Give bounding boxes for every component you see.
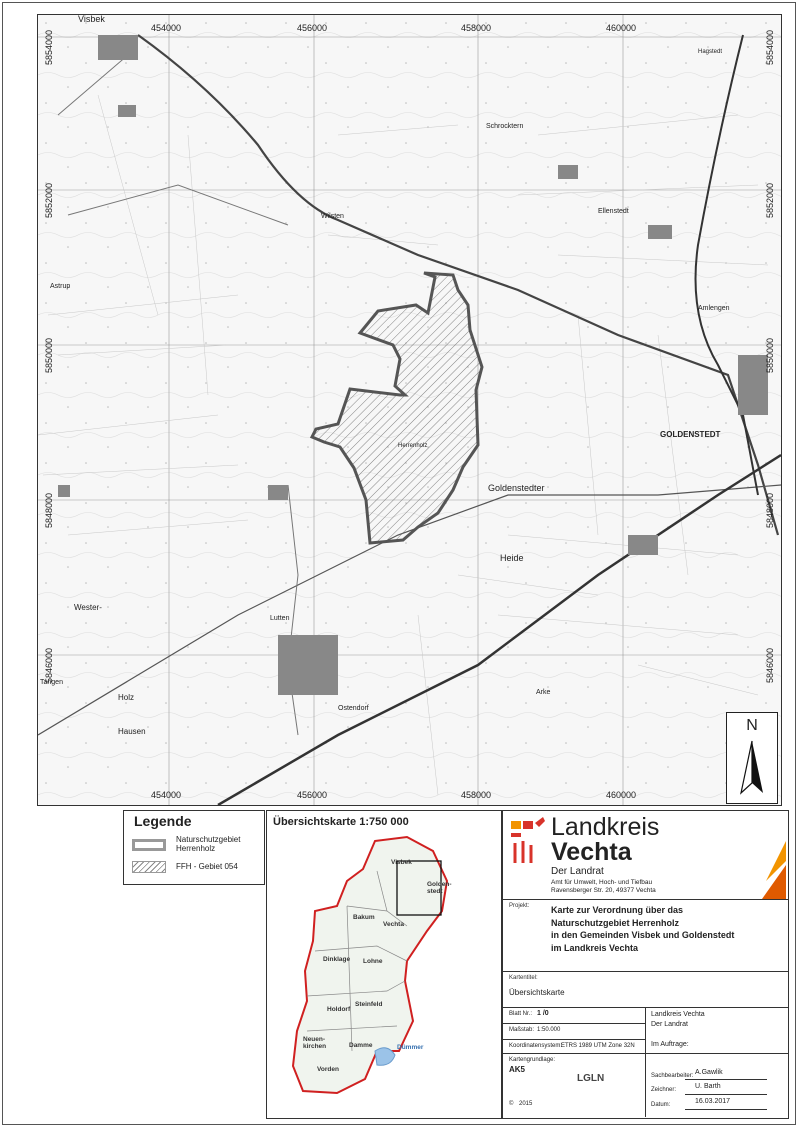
- overview-place: Vechta: [383, 921, 404, 928]
- grid-label-bottom: 460000: [606, 790, 637, 800]
- place-label: Heide: [500, 553, 524, 563]
- divider: [503, 1053, 645, 1054]
- map-drawing: [38, 15, 781, 805]
- org-address: [551, 879, 656, 895]
- org-name-line2: Vechta: [551, 838, 632, 866]
- grid-label-top: 458000: [461, 23, 492, 33]
- org-name-line1: Landkreis: [551, 813, 660, 841]
- place-label: Goldenstedter: [488, 483, 545, 493]
- grid-label-top: 454000: [151, 23, 182, 33]
- overview-place: Lohne: [363, 958, 383, 965]
- kartentitel-label: Kartentitel:: [509, 975, 538, 981]
- overview-place: Visbek: [391, 859, 412, 866]
- grundlage-value: AK5: [509, 1065, 526, 1074]
- koord-value: ETRS 1989 UTM Zone 32N: [561, 1043, 635, 1049]
- org-subtitle: Der Landrat: [551, 866, 604, 877]
- grid-label-right: 5848000: [765, 492, 775, 528]
- blatt-value: 1 /0: [537, 1010, 549, 1017]
- topographic-map[interactable]: [37, 14, 782, 806]
- grid-label-left: 5850000: [44, 337, 54, 373]
- place-label: Arke: [536, 689, 551, 696]
- place-label: Holz: [118, 693, 135, 702]
- place-label: Wester-: [74, 603, 102, 612]
- massstab-value: 1:50.000: [537, 1027, 561, 1033]
- address-line: Ravensberger Str. 20, 49377 Vechta: [551, 887, 656, 894]
- place-label: Hausen: [118, 727, 146, 736]
- grid-label-right: 5846000: [765, 647, 775, 683]
- grundlage-label: Kartengrundlage:: [509, 1057, 556, 1063]
- landkreis-logo-icon: [509, 815, 549, 867]
- grid-label-right: 5850000: [765, 337, 775, 373]
- overview-map[interactable]: [266, 810, 502, 1119]
- grid-label-bottom: 456000: [297, 790, 328, 800]
- copyright-year: 2015: [519, 1101, 533, 1107]
- divider: [685, 1094, 767, 1095]
- place-label: Amlengen: [698, 305, 730, 312]
- divider: [503, 1023, 645, 1024]
- place-label: Hagstedt: [698, 49, 723, 55]
- overview-place: Dinklage: [323, 956, 351, 963]
- grid-label-top: 456000: [297, 23, 328, 33]
- project-line: im Landkreis Vechta: [551, 942, 639, 953]
- sach-value: A.Gawlik: [695, 1069, 723, 1076]
- legend: [123, 810, 265, 885]
- massstab-label: Maßstab:: [509, 1027, 535, 1033]
- legend-swatch-nsg: [132, 839, 166, 851]
- place-label: Ellenstedt: [598, 208, 629, 215]
- divider: [685, 1109, 767, 1110]
- grid-label-bottom: 458000: [461, 790, 492, 800]
- sach-label: Sachbearbeiter:: [651, 1073, 694, 1079]
- grid-label-right: 5852000: [765, 182, 775, 218]
- koord-label: Koordinatensystem:: [509, 1043, 563, 1049]
- place-label: Ostendorf: [338, 705, 369, 712]
- overview-drawing: [267, 811, 501, 1118]
- place-label: Herrenholz: [398, 443, 428, 449]
- grid-label-left: 5854000: [44, 29, 54, 65]
- place-label: Lutten: [270, 615, 290, 622]
- auftrag-line: Landkreis Vechta: [651, 1011, 705, 1018]
- legend-label-ffh: FFH - Gebiet 054: [176, 862, 238, 871]
- overview-place-dummer: Dümmer: [397, 1044, 424, 1051]
- place-label: Tangen: [40, 679, 63, 686]
- zeichner-label: Zeichner:: [651, 1087, 677, 1093]
- north-label: N: [746, 717, 758, 734]
- place-label: Wilsten: [321, 213, 344, 220]
- project-line: Karte zur Verordnung über das: [551, 905, 684, 915]
- north-arrow-icon: [727, 713, 777, 803]
- overview-place: Steinfeld: [355, 1001, 383, 1008]
- north-arrow: [726, 712, 778, 804]
- legend-label-nsg: Naturschutzgebiet Herrenholz: [176, 835, 241, 853]
- kartentitel-value: Übersichtskarte: [509, 988, 565, 997]
- project-line: Naturschutzgebiet Herrenholz: [551, 917, 680, 928]
- grid-label-left: 5846000: [44, 647, 54, 683]
- auftrag-line: Der Landrat: [651, 1021, 688, 1028]
- place-label: Astrup: [50, 283, 71, 290]
- auftrag-label: Im Auftrage:: [651, 1041, 689, 1048]
- lgln-logo: LGLN: [577, 1073, 605, 1084]
- overview-place: Bakum: [353, 914, 375, 921]
- copyright-icon: ©: [509, 1101, 514, 1107]
- overview-place: Vorden: [317, 1066, 339, 1073]
- divider: [503, 1039, 645, 1040]
- grid-label-right: 5854000: [765, 29, 775, 65]
- datum-label: Datum:: [651, 1102, 671, 1108]
- datum-value: 16.03.2017: [695, 1098, 731, 1105]
- district-outline: [293, 837, 447, 1093]
- overview-place: Damme: [349, 1042, 373, 1049]
- place-label-goldenstedt: GOLDENSTEDT: [660, 430, 721, 439]
- overview-place: Golden-stedt: [427, 881, 452, 895]
- divider: [685, 1079, 767, 1080]
- divider: [645, 1007, 646, 1117]
- corner-graphic: [762, 841, 786, 901]
- overview-title: Übersichtskarte 1:750 000: [273, 816, 409, 828]
- projekt-label: Projekt:: [509, 903, 530, 909]
- project-title: [551, 904, 734, 954]
- title-block: [502, 810, 789, 1119]
- project-line: in den Gemeinden Visbek und Goldenstedt: [551, 930, 735, 940]
- place-label: Schrocktern: [486, 123, 524, 130]
- address-line: Amt für Umwelt, Hoch- und Tiefbau: [551, 879, 653, 886]
- grid-label-left: 5852000: [44, 182, 54, 218]
- blatt-label: Blatt Nr.:: [509, 1011, 533, 1017]
- legend-swatch-ffh: [132, 861, 166, 873]
- grid-label-top: 460000: [606, 23, 637, 33]
- legend-title: Legende: [134, 813, 192, 829]
- grid-label-bottom: 454000: [151, 790, 182, 800]
- projekt-row: [503, 899, 788, 900]
- overview-place: Holdorf: [327, 1006, 351, 1013]
- place-label-visbek: Visbek: [78, 14, 105, 24]
- grid-label-left: 5848000: [44, 492, 54, 528]
- overview-place: Neuen-kirchen: [303, 1036, 327, 1050]
- kartentitel-row: [503, 971, 788, 972]
- zeichner-value: U. Barth: [695, 1083, 721, 1090]
- divider: [645, 1053, 788, 1054]
